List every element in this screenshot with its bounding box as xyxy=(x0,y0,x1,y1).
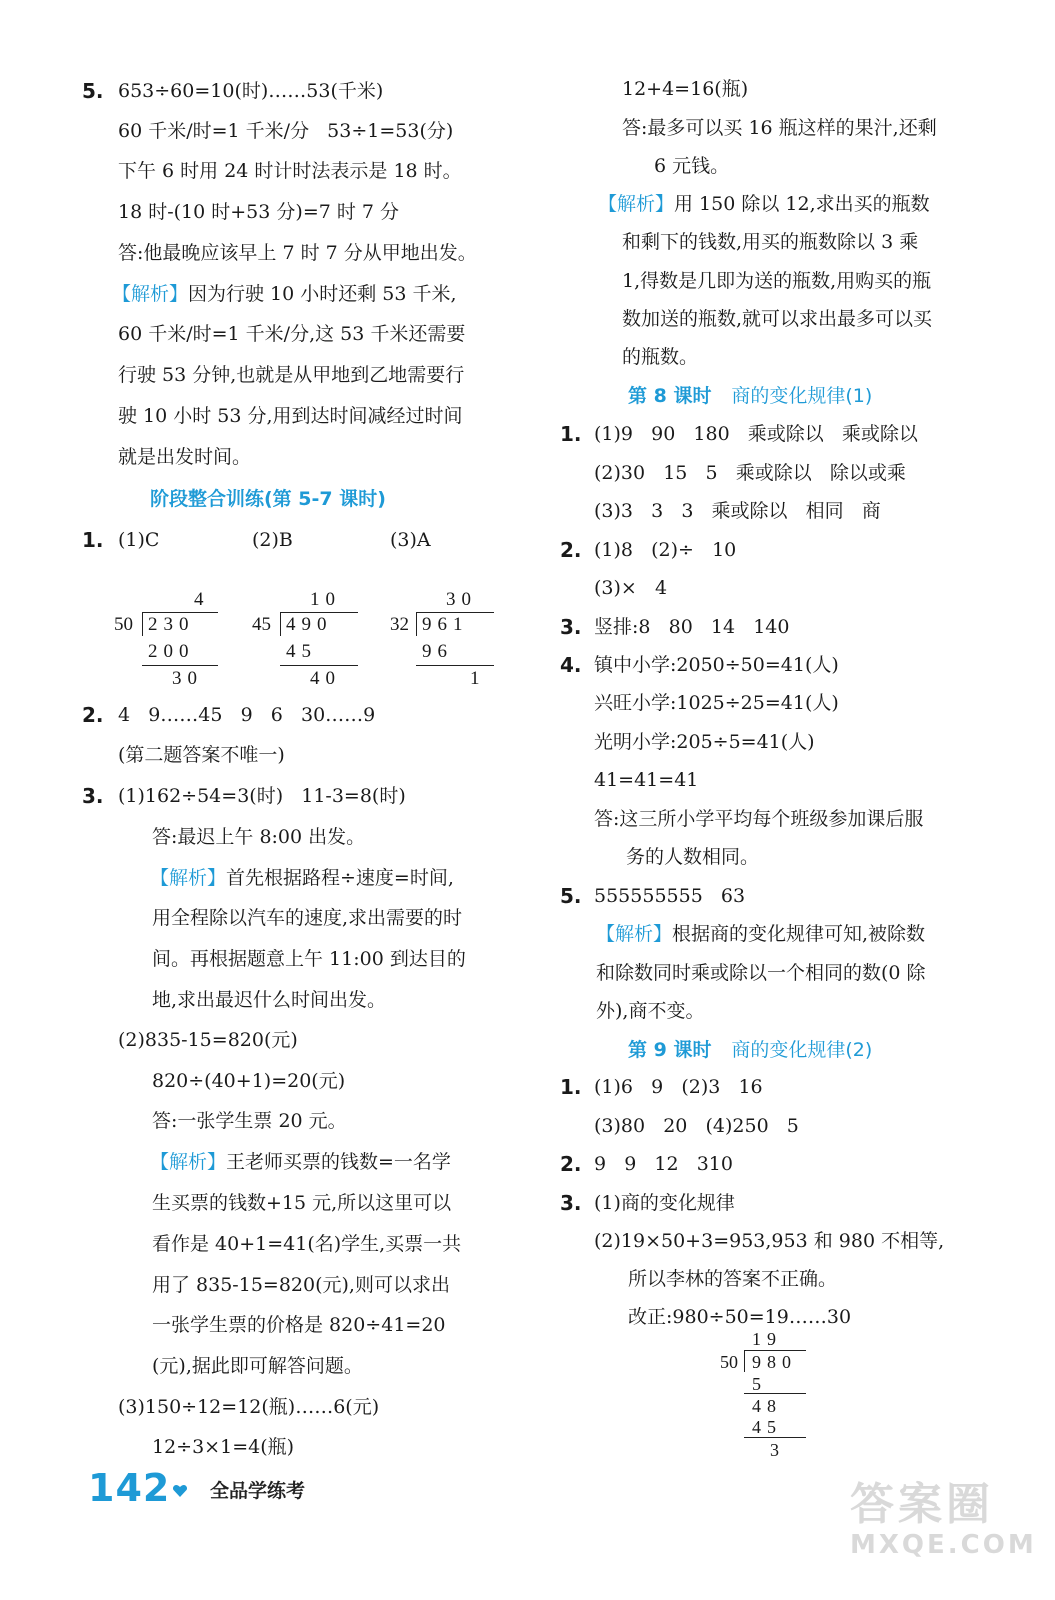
analysis-tag: 【解析】 xyxy=(150,1151,227,1173)
analysis-text: 的瓶数。 xyxy=(622,346,699,368)
q5-answer: 答:他最晚应该早上 7 时 7 分从甲地出发。 xyxy=(118,242,477,264)
s8-q4-line-4: 41=41=41 xyxy=(594,769,699,791)
q3-part1-analysis xyxy=(150,865,454,891)
analysis-text: 根据商的变化规律可知,被除数 xyxy=(672,923,926,945)
analysis-text: 行驶 53 分钟,也就是从甲地到乙地需要行 xyxy=(118,364,465,386)
s9-q2-line-1: 9 9 12 310 xyxy=(594,1153,733,1175)
q2-line-1: 4 9……45 9 6 30……9 xyxy=(118,704,376,726)
analysis-text: 用了 835-15=820(元),则可以求出 xyxy=(152,1274,450,1296)
analysis-text: 因为行驶 10 小时还剩 53 千米, xyxy=(188,283,457,305)
divisor: 50 xyxy=(114,614,133,635)
q3-number: 3. xyxy=(82,784,104,808)
s9-q3-number: 3. xyxy=(560,1191,582,1215)
s8-q1-line-1: (1)9 90 180 乘或除以 乘或除以 xyxy=(594,423,918,445)
s8-q1-line-2: (2)30 15 5 乘或除以 除以或乘 xyxy=(594,462,906,484)
s9-q1-line-2: (3)80 20 (4)250 5 xyxy=(594,1115,799,1137)
s8-q4-answer-2: 务的人数相同。 xyxy=(626,846,760,868)
s8-q4-answer-1: 答:这三所小学平均每个班级参加课后服 xyxy=(594,808,924,830)
s9-q3-line-3: 所以李林的答案不正确。 xyxy=(628,1268,838,1290)
quotient: 4 xyxy=(194,589,210,610)
analysis-text: 看作是 40+1=41(名)学生,买票一共 xyxy=(152,1233,462,1255)
analysis-tag: 【解析】 xyxy=(596,923,673,945)
s8-q1-line-3: (3)3 3 3 乘或除以 相同 商 xyxy=(594,500,881,522)
subtrahend: 200 xyxy=(148,641,195,662)
q2-number: 2. xyxy=(82,703,104,727)
s8-q5-analysis xyxy=(596,921,925,947)
section-title-lesson-9 xyxy=(628,1037,872,1063)
q3-part1: (1)162÷54=3(时) 11-3=8(时) xyxy=(118,785,406,807)
subtract-3: 45 xyxy=(752,1417,782,1437)
q5-line-1: 653÷60=10(时)……53(千米) xyxy=(118,80,384,102)
s8-q5-number: 5. xyxy=(560,884,582,908)
analysis-text: 生买票的钱数+15 元,所以这里可以 xyxy=(152,1192,452,1214)
remainder: 1 xyxy=(470,668,486,689)
remainder: 3 xyxy=(770,1440,785,1460)
s9-q3-line-4: 改正:980÷50=19……30 xyxy=(628,1306,852,1328)
q3-part2-line-1: (2)835-15=820(元) xyxy=(118,1029,298,1051)
analysis-text: 驶 10 小时 53 分,用到达时间减经过时间 xyxy=(118,405,463,427)
page-number: 142 xyxy=(88,1466,171,1510)
q5-line-4: 18 时-(10 时+53 分)=7 时 7 分 xyxy=(118,201,400,223)
analysis-tag: 【解析】 xyxy=(598,193,675,215)
q1-number: 1. xyxy=(82,528,104,552)
analysis-text: 首先根据路程÷速度=时间, xyxy=(226,867,454,889)
s9-q1-number: 1. xyxy=(560,1075,582,1099)
dividend: 961 xyxy=(422,614,469,635)
q3-part2-answer: 答:一张学生票 20 元。 xyxy=(152,1110,347,1132)
remainder: 40 xyxy=(310,668,341,689)
divisor: 32 xyxy=(390,614,409,635)
analysis-text: 外),商不变。 xyxy=(596,1000,705,1022)
analysis-text: 和除数同时乘或除以一个相同的数(0 除 xyxy=(596,962,926,984)
subtrahend: 96 xyxy=(422,641,453,662)
analysis-text: 一张学生票的价格是 820÷41=20 xyxy=(152,1314,446,1336)
lesson-topic: 商的变化规律(2) xyxy=(731,1039,873,1061)
lesson-label: 第 8 课时 xyxy=(628,385,712,407)
analysis-text: 1,得数是几即为送的瓶数,用购买的瓶 xyxy=(622,270,932,292)
s8-q4-line-2: 兴旺小学:1025÷25=41(人) xyxy=(594,692,839,714)
q5-analysis xyxy=(112,281,457,307)
s8-q4-line-3: 光明小学:205÷5=41(人) xyxy=(594,731,815,753)
s8-q3-number: 3. xyxy=(560,615,582,639)
remainder: 30 xyxy=(172,668,203,689)
section-title-stage: 阶段整合训练(第 5-7 课时) xyxy=(150,488,386,510)
r-analysis xyxy=(598,191,930,217)
s9-q1-line-1: (1)6 9 (2)3 16 xyxy=(594,1076,763,1098)
dividend: 980 xyxy=(752,1352,797,1372)
s8-q2-number: 2. xyxy=(560,538,582,562)
s8-q1-number: 1. xyxy=(560,422,582,446)
quotient: 19 xyxy=(752,1329,782,1349)
quotient: 10 xyxy=(310,589,341,610)
q1-answer-b: (2)B xyxy=(252,529,293,551)
r-answer-2: 6 元钱。 xyxy=(654,155,730,177)
q1-answer-c: (3)A xyxy=(390,529,431,551)
heart-icon xyxy=(172,1484,188,1498)
q3-part3-line-2: 12÷3×1=4(瓶) xyxy=(152,1436,295,1458)
s9-q3-line-1: (1)商的变化规律 xyxy=(594,1192,735,1214)
analysis-tag: 【解析】 xyxy=(112,283,189,305)
q3-part2-analysis xyxy=(150,1149,451,1175)
watermark-url: MXQE.COM xyxy=(850,1530,1037,1560)
s8-q5-line-1: 555555555 63 xyxy=(594,885,746,907)
q5-line-3: 下午 6 时用 24 时计时法表示是 18 时。 xyxy=(118,160,462,182)
analysis-text: 用 150 除以 12,求出买的瓶数 xyxy=(674,193,930,215)
dividend: 490 xyxy=(286,614,333,635)
s8-q4-number: 4. xyxy=(560,653,582,677)
q3-part3-line-1: (3)150÷12=12(瓶)……6(元) xyxy=(118,1396,380,1418)
q3-part1-answer: 答:最迟上午 8:00 出发。 xyxy=(152,826,366,848)
dividend: 230 xyxy=(148,614,195,635)
q5-line-2: 60 千米/时=1 千米/分 53÷1=53(分) xyxy=(118,120,454,142)
watermark xyxy=(850,1480,1037,1560)
s8-q4-line-1: 镇中小学:2050÷50=41(人) xyxy=(594,654,839,676)
analysis-text: 间。再根据题意上午 11:00 到达目的 xyxy=(152,948,466,970)
analysis-text: 60 千米/时=1 千米/分,这 53 千米还需要 xyxy=(118,323,466,345)
analysis-text: (元),据此即可解答问题。 xyxy=(152,1355,363,1377)
analysis-tag: 【解析】 xyxy=(150,867,227,889)
watermark-text: 答案圈 xyxy=(850,1479,994,1530)
s9-q2-number: 2. xyxy=(560,1152,582,1176)
analysis-text: 王老师买票的钱数=一名学 xyxy=(226,1151,451,1173)
analysis-text: 用全程除以汽车的速度,求出需要的时 xyxy=(152,907,463,929)
divisor: 45 xyxy=(252,614,271,635)
q2-line-2: (第二题答案不唯一) xyxy=(118,744,285,766)
subtract-1: 5 xyxy=(752,1374,767,1394)
s8-q2-line-1: (1)8 (2)÷ 10 xyxy=(594,539,737,561)
r-line-1: 12+4=16(瓶) xyxy=(622,78,749,100)
q1-answer-a: (1)C xyxy=(118,529,160,551)
analysis-text: 就是出发时间。 xyxy=(118,446,252,468)
section-title-lesson-8 xyxy=(628,383,872,409)
divisor: 50 xyxy=(720,1352,738,1372)
analysis-text: 和剩下的钱数,用买的瓶数除以 3 乘 xyxy=(622,231,919,253)
quotient: 30 xyxy=(446,589,477,610)
subtrahend: 45 xyxy=(286,641,317,662)
q5-number: 5. xyxy=(82,79,104,103)
lesson-label: 第 9 课时 xyxy=(628,1039,712,1061)
s8-q2-line-2: (3)× 4 xyxy=(594,577,668,599)
r-answer-1: 答:最多可以买 16 瓶这样的果汁,还剩 xyxy=(622,117,937,139)
s9-q3-line-2: (2)19×50+3=953,953 和 980 不相等, xyxy=(594,1230,945,1252)
lesson-topic: 商的变化规律(1) xyxy=(731,385,873,407)
s8-q3-line-1: 竖排:8 80 14 140 xyxy=(594,616,790,638)
analysis-text: 数加送的瓶数,就可以求出最多可以买 xyxy=(622,308,933,330)
subtract-2: 48 xyxy=(752,1396,782,1416)
analysis-text: 地,求出最迟什么时间出发。 xyxy=(152,989,387,1011)
brand-name: 全品学练考 xyxy=(210,1480,306,1502)
q3-part2-line-2: 820÷(40+1)=20(元) xyxy=(152,1070,346,1092)
